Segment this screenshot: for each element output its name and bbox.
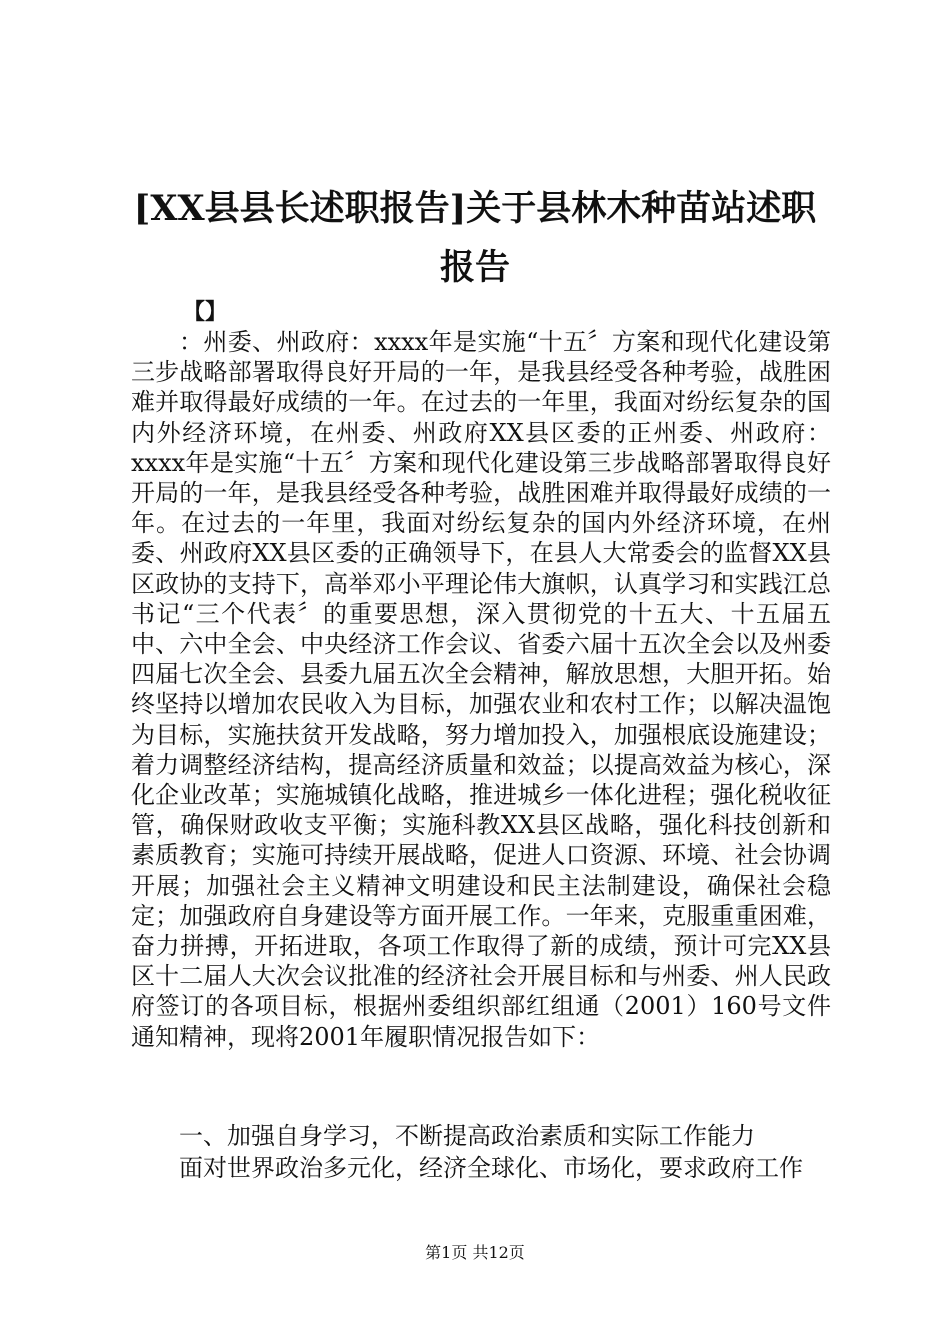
bracket-mark: 【】 xyxy=(183,299,228,325)
body-paragraph: ：州委、州政府：xxxx年是实施“十五〞方案和现代化建设第三步战略部署取得良好开局的一年，是我县经受各种考验，战胜困难并取得最好成绩的一年。在过去的一年里，我面对纷纭复杂的国内外经济环境，在州委、州政府XX县区委的正州委、州政府：xxxx年是实施“十五〞方案和现代化建设第三步战略部署取得良好开局的一年，是我县经受各种考验，战胜困难并取得最好成绩的一年。在过去的一年里，我面对纷纭复杂的国内外经济环境，在州委、州政府XX县区委的正确领导下，在县人大常委会的监督XX县区政协的支持下，高举邓小平理论伟大旗帜，认真学习和实践江总书记“三个代表〞的重要思想，深入贯彻党的十五大、十五届五中、六中全会、中央经济工作会议、省委六届十五次全会以及州委四届七次全会、县委九届五次全会精神，解放思想，大胆开拓。始终坚持以增加农民收入为目标，加强农业和农村工作；以解决温饱为目标，实施扶贫开发战略，努力增加投入，加强根底设施建设；着力调整经济结构，提高经济质量和效益；以提高效益为核心，深化企业改革；实施城镇化战略，推进城乡一体化进程；强化税收征管，确保财政收支平衡；实施科教XX县区战略，强化科技创新和素质教育；实施可持续开展战略，促进人口资源、环境、社会协调开展；加强社会主义精神文明建设和民主法制建设，确保社会稳定；加强政府自身建设等方面开展工作。一年来，克服重重困难，奋力拼搏，开拓进取，各项工作取得了新的成绩，预计可完XX县区十二届人大次会议批准的经济社会开展目标和与州委、州人民政府签订的各项目标，根据州委组织部红组通（2001）160号文件通知精神，现将2001年履职情况报告如下： xyxy=(131,328,831,1051)
document-title-line2: 报告 xyxy=(439,247,510,288)
document-title-line1: [XX县县长述职报告]关于县林木种苗站述职 xyxy=(133,188,817,229)
section-paragraph: 面对世界政治多元化，经济全球化、市场化，要求政府工作 xyxy=(179,1154,803,1182)
section-heading: 一、加强自身学习，不断提高政治素质和实际工作能力 xyxy=(179,1122,755,1150)
page-footer: 第1页 共12页 xyxy=(425,1243,525,1262)
